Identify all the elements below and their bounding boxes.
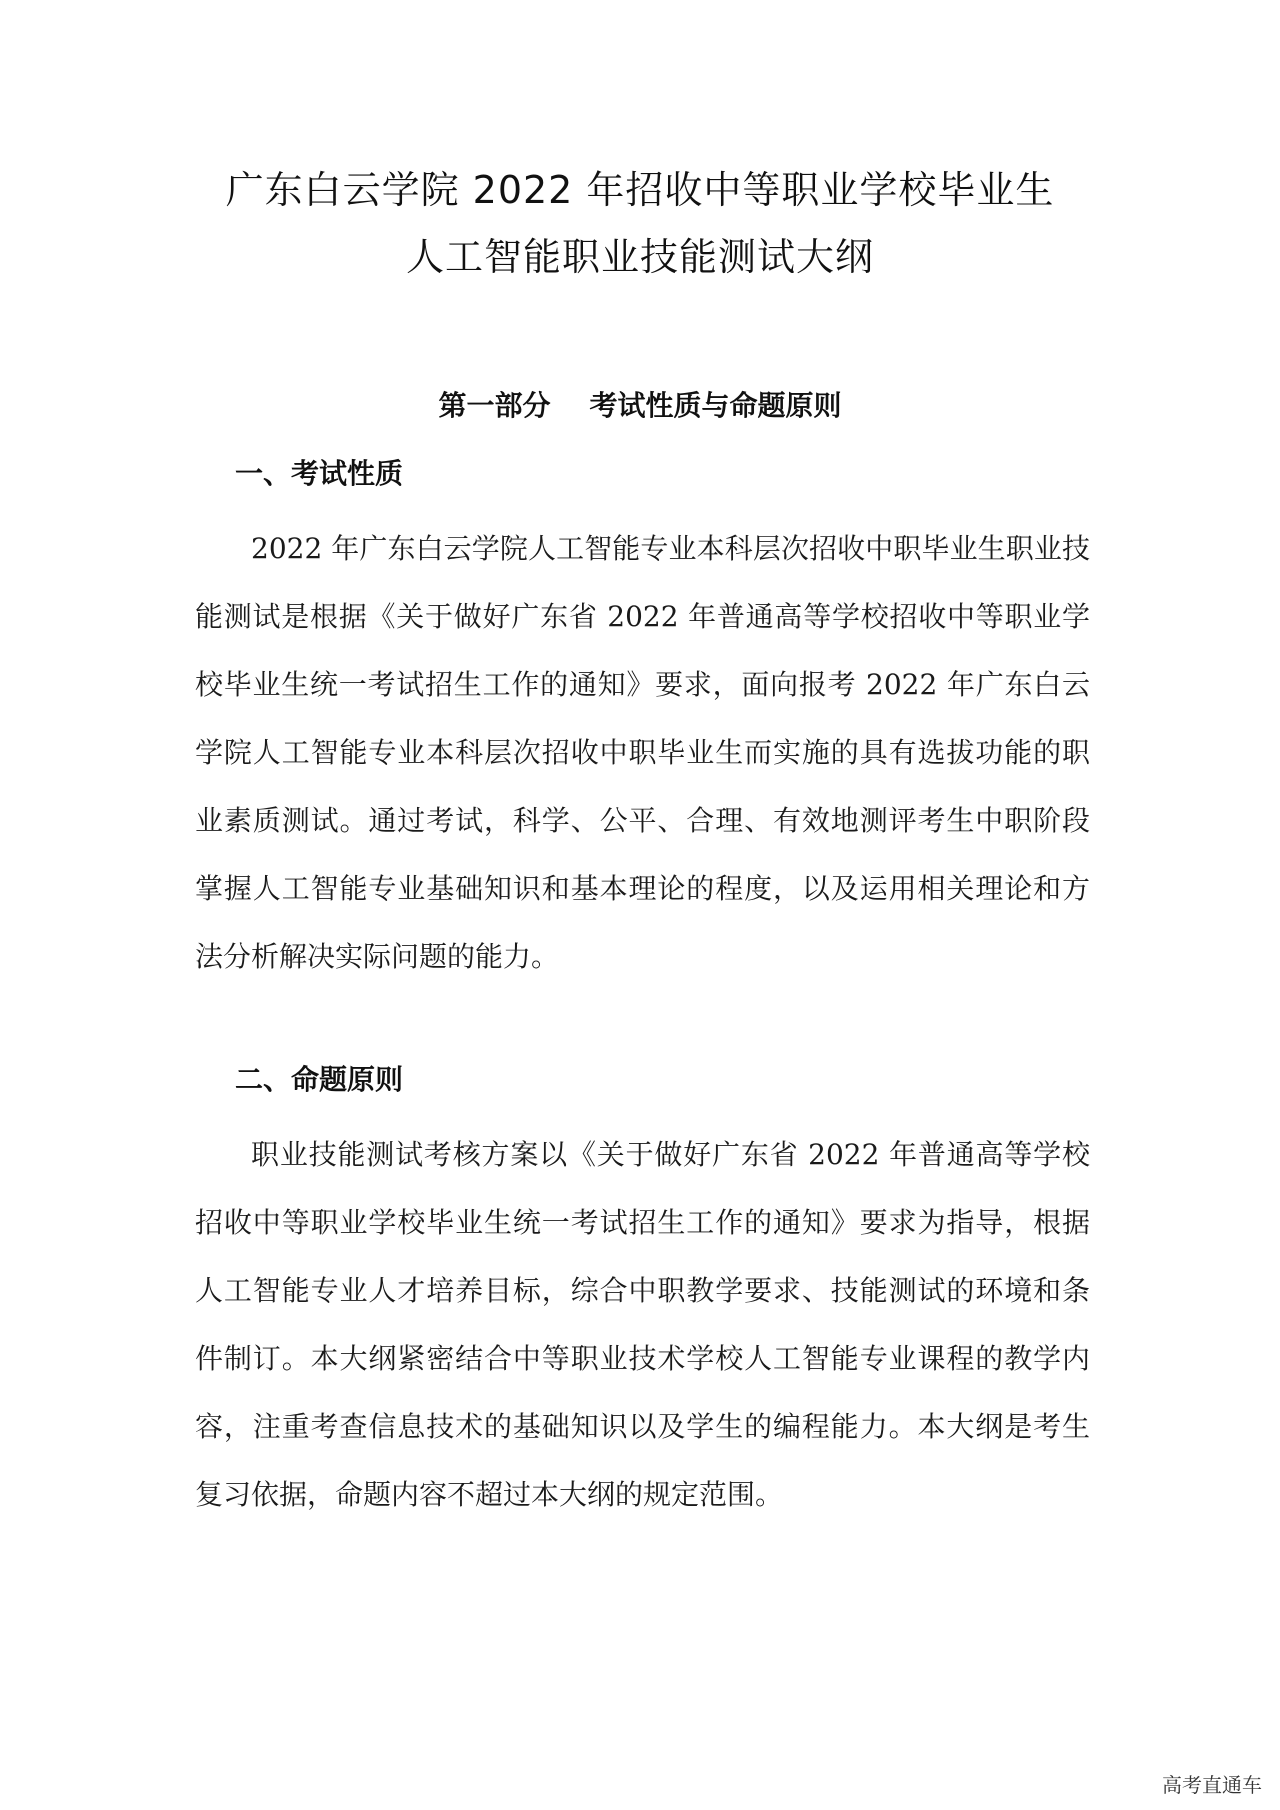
- section-paragraph-exam-nature: 2022 年广东白云学院人工智能专业本科层次招收中职毕业生职业技能测试是根据《关于做好广东省 2022 年普通高等学校招收中等职业学校毕业生统一考试招生工作的通知》要求，面向报考 2022 年广东白云学院人工智能专业本科层次招收中职毕业生而实施的具有选拔功能的职业素质测试。通过考试，科学、公平、合理、有效地测评考生中职阶段掌握人工智能专业基础知识和基本理论的程度，以及运用相关理论和方法分析解决实际问题的能力。: [195, 532, 1090, 973]
- section-paragraph-proposition-principles: 职业技能测试考核方案以《关于做好广东省 2022 年普通高等学校招收中等职业学校毕业生统一考试招生工作的通知》要求为指导，根据人工智能专业人才培养目标，综合中职教学要求、技能测试的环境和条件制订。本大纲紧密结合中等职业技术学校人工智能专业课程的教学内容，注重考查信息技术的基础知识以及学生的编程能力。本大纲是考生复习依据，命题内容不超过本大纲的规定范围。: [195, 1138, 1090, 1511]
- document-title-line-1: 广东白云学院 2022 年招收中等职业学校毕业生: [225, 168, 1055, 212]
- section-heading-exam-nature: 一、考试性质: [235, 457, 404, 490]
- document-title-line-2: 人工智能职业技能测试大纲: [405, 235, 874, 279]
- watermark-text: 高考直通车: [1162, 1773, 1262, 1797]
- section-heading-proposition-principles: 二、命题原则: [235, 1063, 404, 1096]
- part-one-title: 第一部分 考试性质与命题原则: [438, 389, 842, 422]
